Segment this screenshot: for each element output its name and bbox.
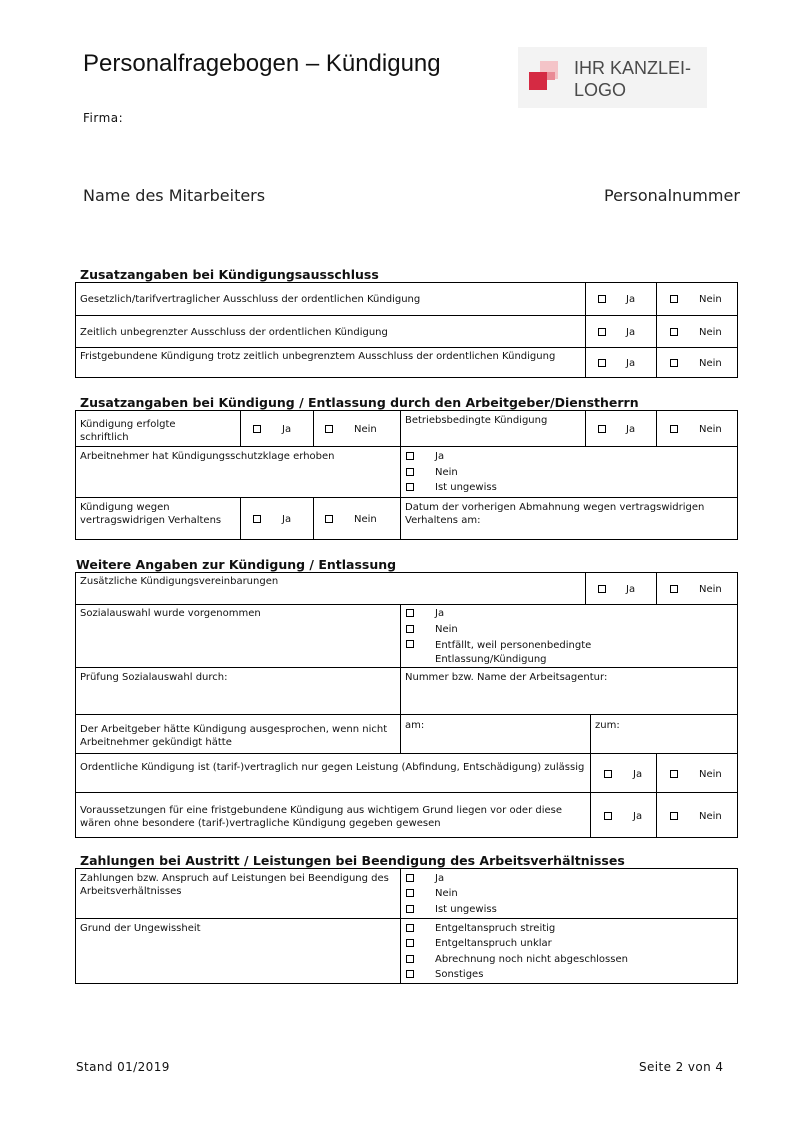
lawsuit-label: Arbeitnehmer hat Kündigungsschutzklage erhoben [80,451,335,462]
divider [75,714,738,715]
checkbox-not-applicable[interactable] [406,640,414,648]
divider [240,410,241,446]
option-no-label: Nein [354,514,377,525]
social-selection-label: Sozialauswahl wurde vorgenommen [80,608,261,619]
checkbox-billing-open[interactable] [406,955,414,963]
checkbox-uncertain[interactable] [406,483,414,491]
option-yes-label: Ja [435,608,445,619]
claims-label: Zahlungen bzw. Anspruch auf Leistungen bei Beendigung des Arbeitsverhältnisses [80,873,389,897]
not-applicable-label: Entfällt, weil personenbedingte Entlassung/Kündigung [435,640,592,665]
reason-pay-unclear-label: Entgeltanspruch unklar [435,938,552,949]
option-yes-label: Ja [633,769,643,780]
logo-text [574,57,691,101]
option-yes-label: Ja [282,514,292,525]
reason-other-label: Sonstiges [435,969,484,980]
firm-logo [518,47,707,108]
on-date-field[interactable]: am: [405,720,425,731]
section4-heading: Zahlungen bei Austritt / Leistungen bei Beendigung des Arbeitsverhältnisses [80,853,625,868]
option-yes-label: Ja [626,358,636,369]
reason-pay-disputed-label: Entgeltanspruch streitig [435,923,556,934]
logo-square-mid [547,72,555,80]
divider [75,918,738,919]
checkbox-pay-unclear[interactable] [406,939,414,947]
divider [590,714,591,838]
divider [75,667,738,668]
divider [585,410,586,446]
checkbox-yes[interactable] [604,812,612,820]
divider [656,572,657,604]
misconduct-termination-label: Kündigung wegen vertragswidrigen Verhaltens [80,502,222,526]
checkbox-no[interactable] [325,425,333,433]
checkbox-yes[interactable] [253,515,261,523]
checkbox-no[interactable] [670,359,678,367]
divider [75,753,738,754]
option-no-label: Nein [699,584,722,595]
operational-termination-label: Betriebsbedingte Kündigung [405,415,548,426]
option-no-label: Nein [699,327,722,338]
checkbox-no[interactable] [670,812,678,820]
row-unlimited-exclusion: Zeitlich unbegrenzter Ausschluss der ordentlichen Kündigung [80,327,388,338]
divider [400,604,401,753]
checkbox-no[interactable] [406,889,414,897]
option-no-label: Nein [699,424,722,435]
divider [585,282,586,378]
divider [656,410,657,446]
footer-version: Stand 01/2019 [76,1060,170,1074]
checkbox-yes[interactable] [598,585,606,593]
checkbox-yes[interactable] [406,609,414,617]
footer-page-number: Seite 2 von 4 [639,1060,724,1074]
checkbox-yes[interactable] [598,359,606,367]
agency-number-field[interactable]: Nummer bzw. Name der Arbeitsagentur: [405,672,608,683]
divider [313,497,314,540]
firma-label: Firma: [83,111,124,125]
option-yes-label: Ja [626,424,636,435]
checkbox-no[interactable] [325,515,333,523]
checkbox-no[interactable] [406,625,414,633]
checkbox-yes[interactable] [253,425,261,433]
logo-line-1: IHR KANZLEI- [574,58,692,78]
checkbox-no[interactable] [670,770,678,778]
employer-would-label: Der Arbeitgeber hätte Kündigung ausgesprochen, wenn nicht Arbeitnehmer gekündigt hätte [80,724,388,748]
option-yes-label: Ja [626,294,636,305]
option-no-label: Nein [699,811,722,822]
additional-agreements-label: Zusätzliche Kündigungsvereinbarungen [80,576,279,587]
warning-date-field[interactable]: Datum der vorherigen Abmahnung wegen vertragswidrigen Verhaltens am: [405,502,705,526]
divider [585,572,586,604]
checkbox-no[interactable] [670,585,678,593]
option-no-label: Nein [435,888,458,899]
checkbox-yes[interactable] [598,328,606,336]
checkbox-no[interactable] [670,295,678,303]
logo-square-red [529,72,547,90]
checkbox-yes[interactable] [406,874,414,882]
reason-billing-open-label: Abrechnung noch nicht abgeschlossen [435,954,628,965]
divider [656,282,657,378]
option-no-label: Nein [354,424,377,435]
divider [400,410,401,540]
option-no-label: Nein [435,467,458,478]
checkbox-no[interactable] [670,425,678,433]
personnel-number-label: Personalnummer [604,186,740,205]
option-yes-label: Ja [626,584,636,595]
option-no-label: Nein [435,624,458,635]
divider [75,315,738,316]
divider [656,753,657,838]
page-title: Personalfragebogen – Kündigung [83,50,441,77]
checkbox-yes[interactable] [598,295,606,303]
divider [313,410,314,446]
section1-heading: Zusatzangaben bei Kündigungsausschluss [80,267,379,282]
divider [75,446,738,447]
option-no-label: Nein [699,769,722,780]
option-yes-label: Ja [435,451,445,462]
section3-heading: Weitere Angaben zur Kündigung / Entlassung [76,557,397,572]
option-yes-label: Ja [435,873,445,884]
option-yes-label: Ja [633,811,643,822]
ordinary-against-payment-label: Ordentliche Kündigung ist (tarif-)vertraglich nur gegen Leistung (Abfindung, Entschädigung) zulässig [80,762,585,773]
divider [240,497,241,540]
option-yes-label: Ja [626,327,636,338]
divider [75,792,738,793]
written-termination-label: Kündigung erfolgte schriftlich [80,419,176,443]
conditions-label: Voraussetzungen für eine fristgebundene Kündigung aus wichtigem Grund liegen vor oder diese wären ohne besondere (tarif-)vertragliche Kündigung gegeben gewesen [80,805,563,829]
checkbox-yes[interactable] [598,425,606,433]
uncertainty-reason-label: Grund der Ungewissheit [80,923,201,934]
checkbox-no[interactable] [406,468,414,476]
option-no-label: Nein [699,294,722,305]
checkbox-yes[interactable] [604,770,612,778]
section2-heading: Zusatzangaben bei Kündigung / Entlassung durch den Arbeitgeber/Dienstherrn [80,395,639,410]
row-statutory-exclusion: Gesetzlich/tarifvertraglicher Ausschluss der ordentlichen Kündigung [80,294,421,305]
review-label[interactable]: Prüfung Sozialauswahl durch: [80,672,228,683]
checkbox-other[interactable] [406,970,414,978]
employee-name-label: Name des Mitarbeiters [83,186,266,205]
divider [75,347,738,348]
checkbox-no[interactable] [670,328,678,336]
divider [75,497,738,498]
checkbox-uncertain[interactable] [406,905,414,913]
option-no-label: Nein [699,358,722,369]
option-uncertain-label: Ist ungewiss [435,482,497,493]
checkbox-yes[interactable] [406,452,414,460]
option-yes-label: Ja [282,424,292,435]
divider [400,868,401,984]
divider [75,604,738,605]
logo-line-2: LOGO [574,80,627,100]
effective-date-field[interactable]: zum: [595,720,620,731]
checkbox-pay-disputed[interactable] [406,924,414,932]
option-uncertain-label: Ist ungewiss [435,904,497,915]
row-fixed-term-despite-exclusion: Fristgebundene Kündigung trotz zeitlich unbegrenztem Ausschluss der ordentlichen Kündigung [80,351,556,362]
